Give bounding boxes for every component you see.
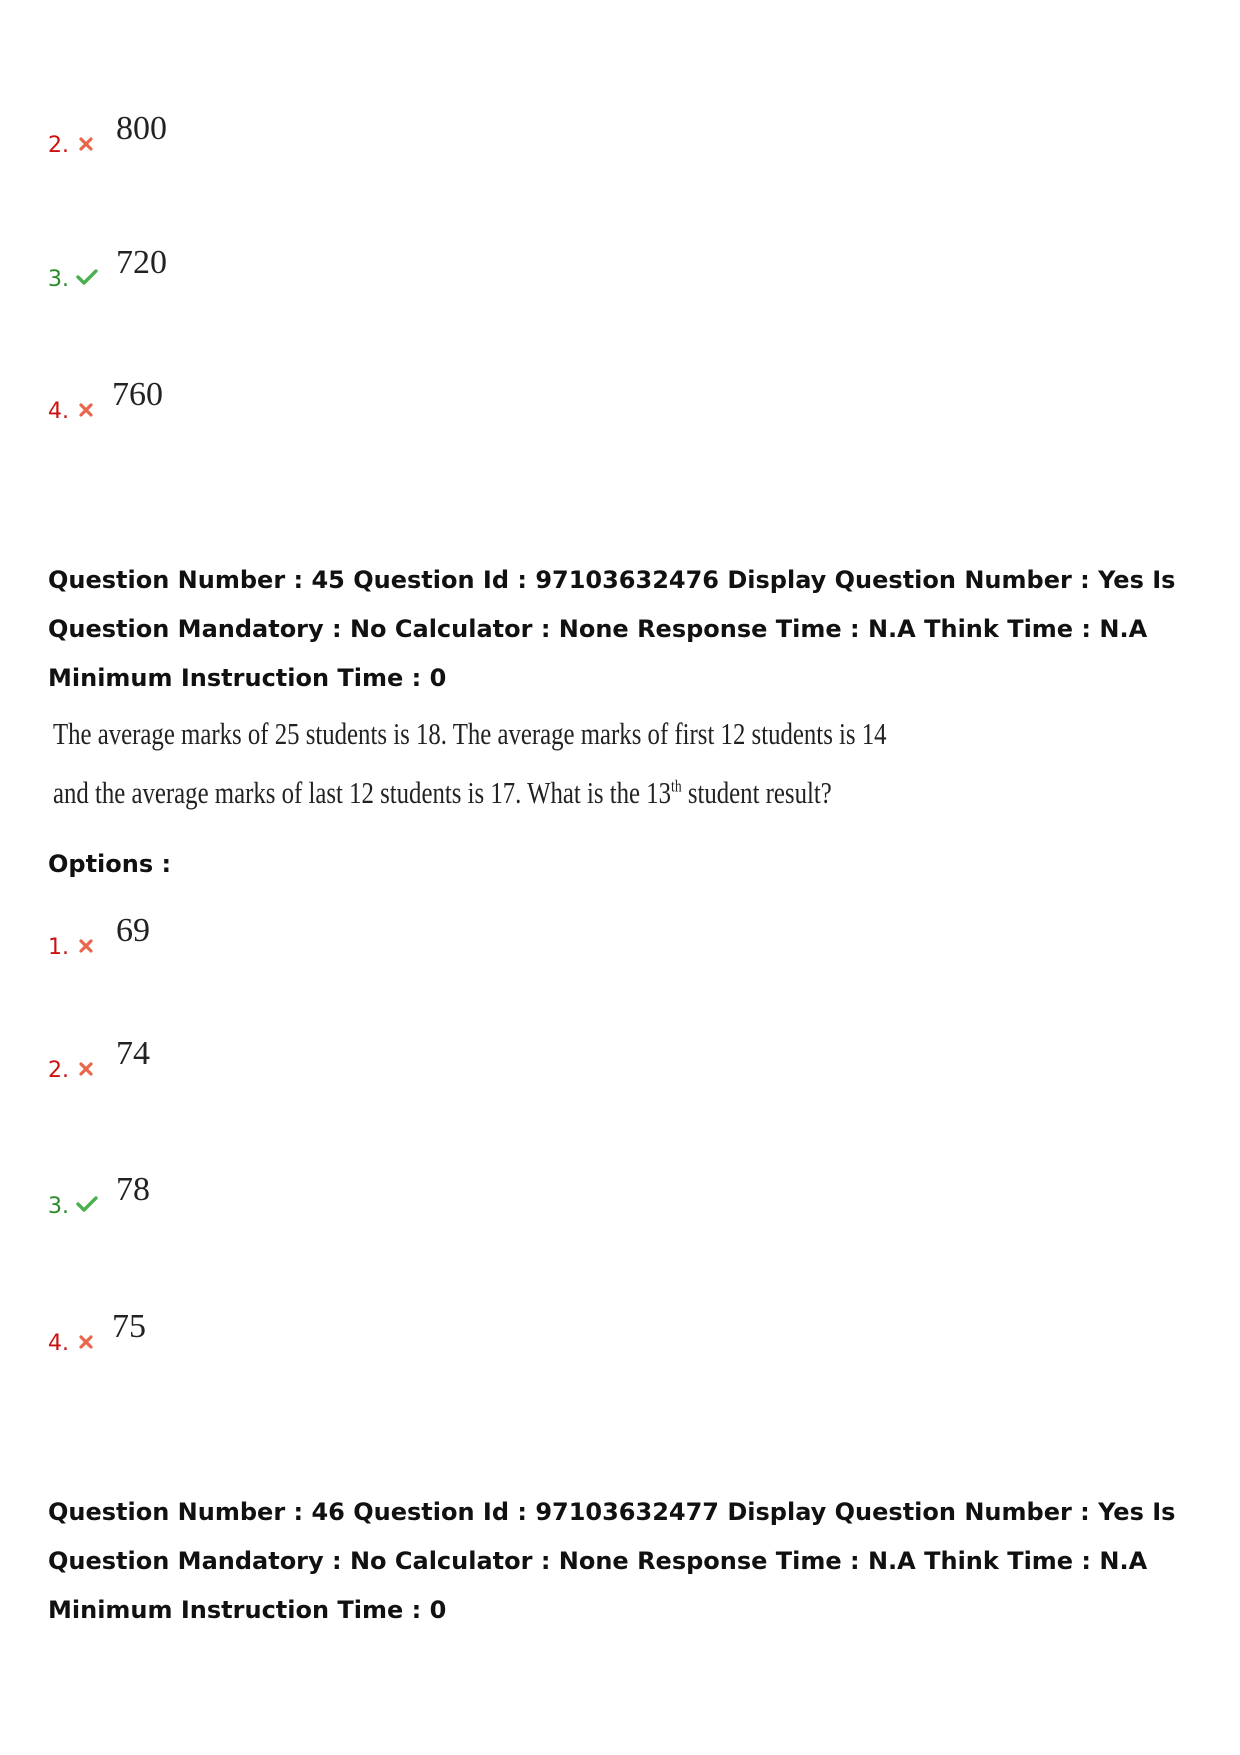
option-item (48, 1035, 448, 1083)
options-label: Options : (48, 850, 172, 878)
check-icon (76, 1195, 98, 1217)
option-number: 3. (48, 1194, 69, 1219)
option-item (48, 110, 448, 158)
question-text-part: and the average marks of last 12 students is 17. What is the 13 (53, 775, 672, 810)
question-text-part: student result? (681, 775, 832, 810)
question-header: Question Number : 46 Question Id : 97103632477 Display Question Number : Yes Is Question Mandatory : No Calculator : None Response Time : N.A Think Time : N.A Minimum Instruction Time : 0 (48, 1498, 1176, 1624)
option-item (48, 244, 448, 292)
option-number: 1. (48, 935, 69, 960)
option-value: 74 (116, 1035, 150, 1072)
option-value: 800 (116, 110, 167, 147)
option-value: 78 (116, 1171, 150, 1208)
option-item (48, 376, 448, 424)
option-value: 75 (112, 1308, 146, 1345)
superscript: th (671, 776, 682, 796)
option-number: 4. (48, 1331, 69, 1356)
option-item (48, 912, 448, 960)
question-header: Question Number : 45 Question Id : 97103632476 Display Question Number : Yes Is Question Mandatory : No Calculator : None Response Time : N.A Think Time : N.A Minimum Instruction Time : 0 (48, 566, 1176, 692)
option-value: 69 (116, 912, 150, 949)
option-value: 720 (116, 244, 167, 281)
option-number: 4. (48, 399, 69, 424)
question-text-line (53, 775, 832, 811)
option-number: 2. (48, 1058, 69, 1083)
cross-icon (79, 136, 93, 155)
cross-icon (79, 938, 93, 957)
question-text-line: The average marks of 25 students is 18. The average marks of first 12 students is 14 (53, 716, 887, 751)
option-number: 2. (48, 133, 69, 158)
cross-icon (79, 1061, 93, 1080)
option-item (48, 1171, 448, 1219)
check-icon (76, 268, 98, 290)
cross-icon (79, 1334, 93, 1353)
option-number: 3. (48, 267, 69, 292)
cross-icon (79, 402, 93, 421)
option-item (48, 1308, 448, 1356)
option-value: 760 (112, 376, 163, 413)
